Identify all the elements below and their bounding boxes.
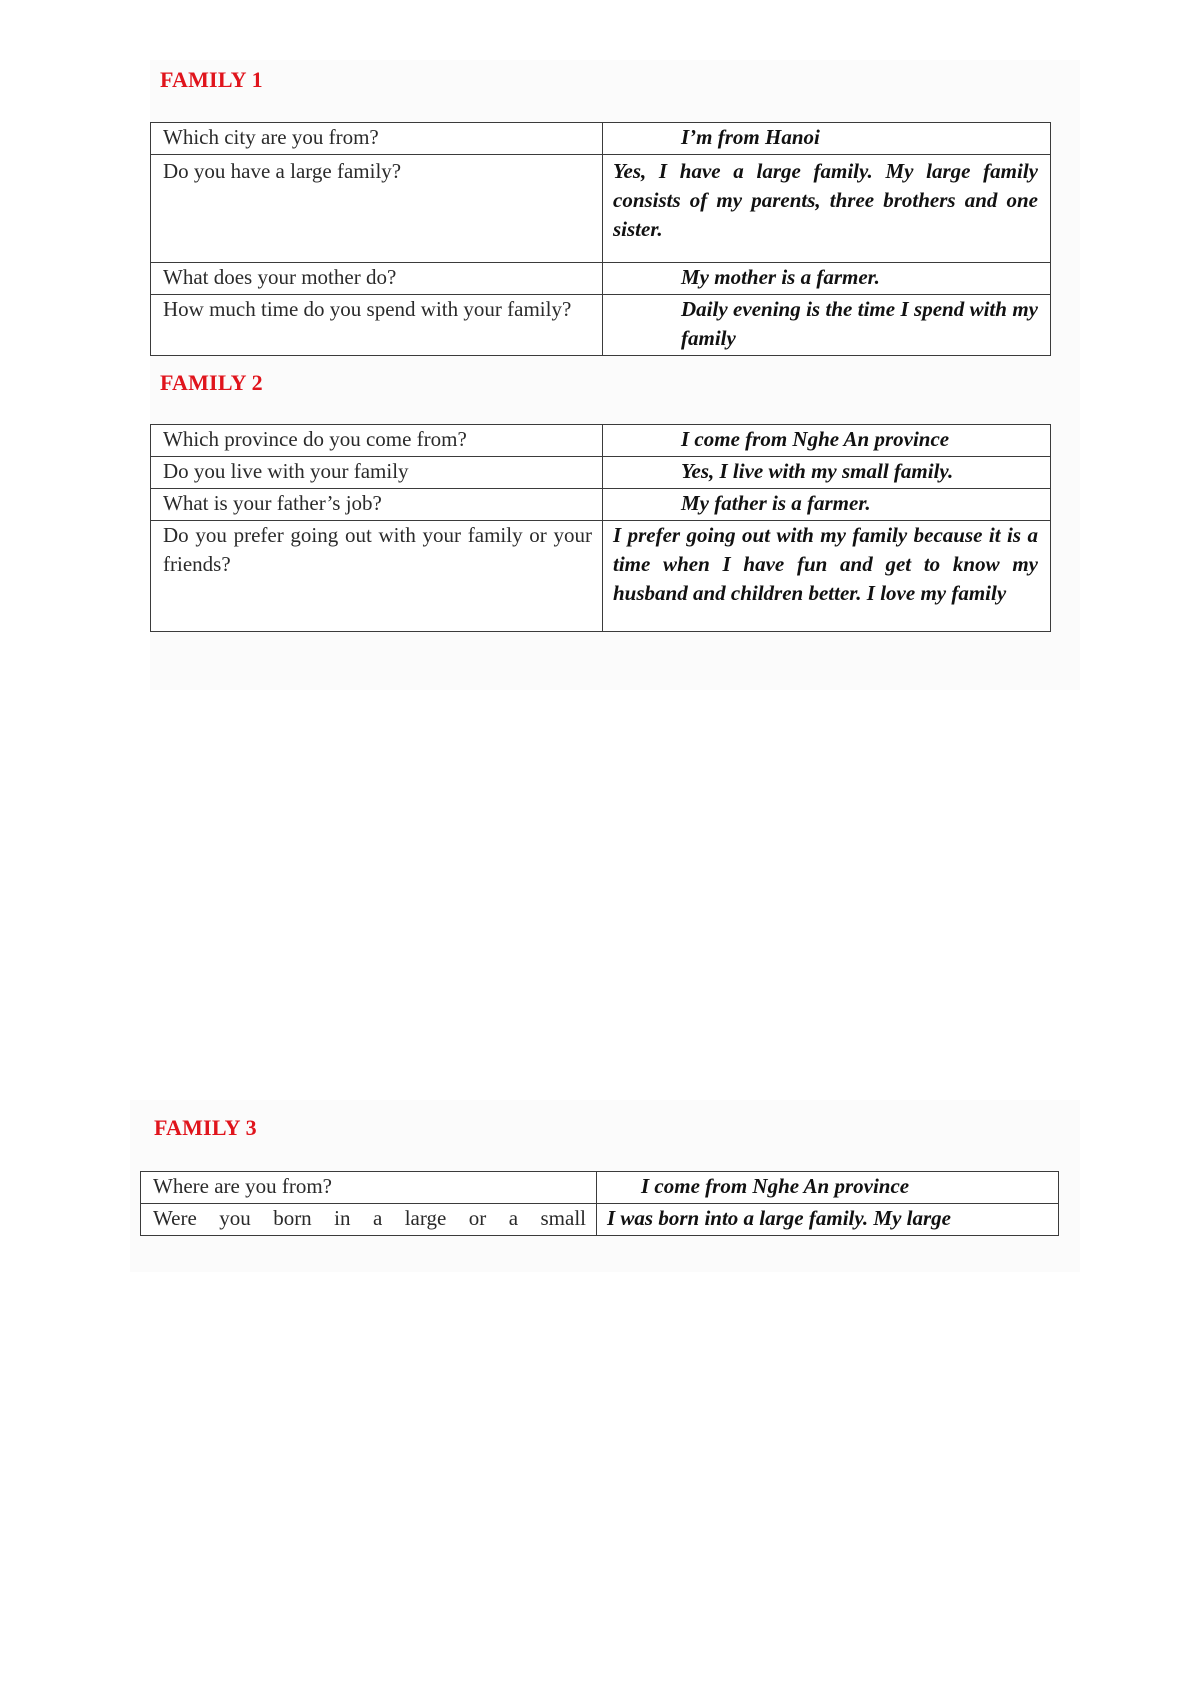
question-cell: Do you live with your family (151, 457, 603, 489)
answer-cell: My mother is a farmer. (603, 263, 1051, 295)
answer-cell: I come from Nghe An province (597, 1172, 1059, 1204)
family-1-table (150, 122, 1051, 356)
family-1-heading: FAMILY 1 (160, 67, 263, 92)
answer-cell: I’m from Hanoi (603, 123, 1051, 155)
question-cell: Which city are you from? (151, 123, 603, 155)
answer-cell: Yes, I live with my small family. (603, 457, 1051, 489)
table-row (151, 425, 1051, 457)
question-cell: How much time do you spend with your family? (151, 295, 603, 356)
table-row (151, 489, 1051, 521)
question-cell: Were you born in a large or a small (141, 1204, 597, 1236)
table-row (151, 155, 1051, 263)
table-row (151, 457, 1051, 489)
table-row (151, 521, 1051, 632)
family-2-heading: FAMILY 2 (160, 370, 263, 395)
question-cell: What is your father’s job? (151, 489, 603, 521)
family-3-table (140, 1171, 1059, 1236)
table-row (141, 1172, 1059, 1204)
answer-cell: I was born into a large family. My large (597, 1204, 1059, 1236)
question-cell: Do you prefer going out with your family or your friends? (151, 521, 603, 632)
family-2-table (150, 424, 1051, 632)
table-row (151, 263, 1051, 295)
question-cell: Where are you from? (141, 1172, 597, 1204)
question-cell: Do you have a large family? (151, 155, 603, 263)
answer-cell: I come from Nghe An province (603, 425, 1051, 457)
question-cell: What does your mother do? (151, 263, 603, 295)
table-row (151, 295, 1051, 356)
question-cell: Which province do you come from? (151, 425, 603, 457)
answer-cell: Daily evening is the time I spend with my family (603, 295, 1051, 356)
answer-cell: I prefer going out with my family because it is a time when I have fun and get to know my husband and children better. I love my family (603, 521, 1051, 632)
answer-cell: My father is a farmer. (603, 489, 1051, 521)
answer-cell: Yes, I have a large family. My large family consists of my parents, three brothers and one sister. (603, 155, 1051, 263)
family-3-heading: FAMILY 3 (154, 1115, 257, 1140)
table-row (151, 123, 1051, 155)
table-row (141, 1204, 1059, 1236)
